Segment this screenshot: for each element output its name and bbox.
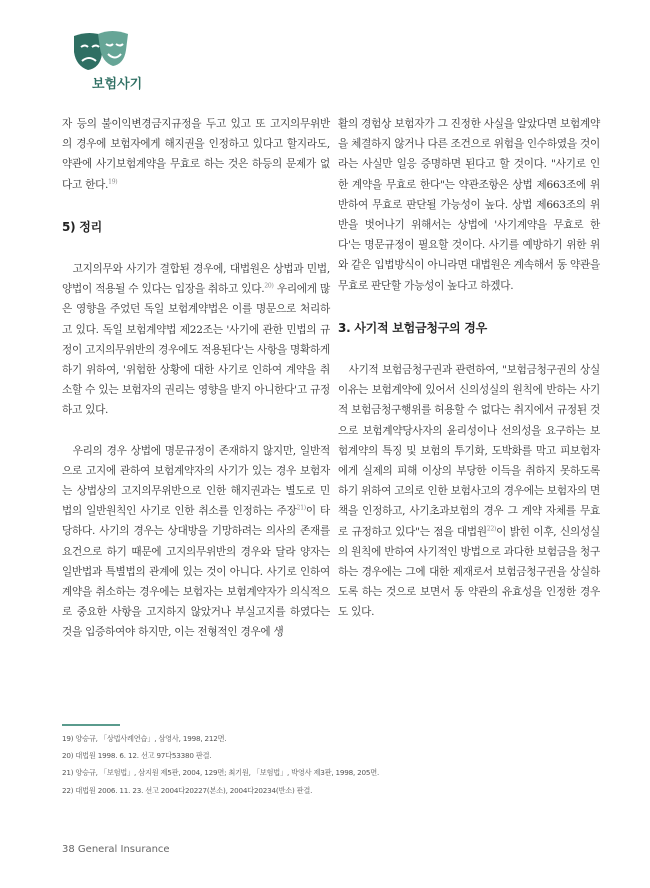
- paragraph: 활의 경험상 보험자가 그 진정한 사실을 알았다면 보험계약을 체결하지 않거나 다른 조건으로 위험을 인수하였을 것이라는 사실만 일응 증명하면 된다고 할 것이다. "사기로 인한 계약을 무효로 한다"는 약관조항은 상법 제663조에 위반하여 무효로 판단될 가능성이 높다. 상법 제663조의 위반을 벗어나기 위해서는 상법에 '사기계약을 무효로 한다'는 명문규정이 필요할 것이다. 사기를 예방하기 위한 위와 같은 입법방식이 아니라면 대법원은 계속해서 동 약관을 무효로 판단할 가능성이 높다고 하겠다.: [338, 118, 600, 292]
- footnotes: [62, 730, 602, 799]
- footnote: 21) 양승규, 「보험법」, 삼지원 제5판, 2004, 129면; 최기원, 「보험법」, 박영사 제3판, 1998, 205면.: [62, 768, 380, 778]
- section-heading: 5) 정리: [62, 219, 102, 234]
- footnote-ref[interactable]: 20): [264, 282, 274, 290]
- footnote: 20) 대법원 1998. 6. 12. 선고 97다53380 판결.: [62, 751, 212, 761]
- paragraph: 사기적 보험금청구권과 관련하여, "보험금청구권의 상실이유는 보험계약에 있어서 신의성실의 원칙에 반하는 사기적 보험금청구행위를 허용할 수 없다는 취지에서 규정된 것으로 보험계약당사자의 윤리성이나 선의성을 요구하는 보험계약의 특징 및 보험의 투기화, 도박화를 막고 피보험자에게 실제의 피해 이상의 부당한 이득을 취하지 못하도록 하기 위하여 고의로 인한 보험사고의 경우에는 보험자의 면책을 인정하고, 사기초과보험의 경우 그 계약 자체를 무효로 규정하고 있다"는 점을 대법원$^{22)}$이 밝힌 이후, 신의성실의 원칙에 반하여 사기적인 방법으로 과다한 보험금을 청구하는 경우에는 그에 대한 제재로서 보험금청구권을 상실하도록 하는 것으로 보면서 동 약관의 유효성을 인정한 경우도 있다.: [338, 364, 600, 619]
- paragraph: 자 등의 불이익변경금지규정을 두고 있고 또 고지의무위반의 경우에 보험자에게 해지권을 인정하고 있다고 할지라도, 약관에 사기보험계약을 무효로 하는 것은 하등의 문제가 없다고 한다.$^{19)}$: [62, 118, 330, 191]
- paragraph: 우리의 경우 상법에 명문규정이 존재하지 않지만, 일반적으로 고지에 관하여 보험계약자의 사기가 있는 경우 보험자는 상법상의 고지의무위반으로 인한 해지권과는 별도로 민법의 일반원칙인 사기로 인한 취소를 인정하는 주장$^{21)}$이 타당하다. 사기의 경우는 상대방을 기망하려는 의사의 존재를 요건으로 하기 때문에 고지의무위반의 경우와 달라 양자는 일반법과 특별법의 관계에 있는 것이 아니다. 사기로 인하여 계약을 취소하는 경우에는 보험자는 보험계약자가 의식적으로 중요한 사항을 고지하지 않았거나 부실고지를 하였다는 것을 입증하여야 하지만, 이는 전형적인 경우에 생: [62, 444, 331, 639]
- page-header: [70, 30, 190, 100]
- right-column: [338, 114, 600, 623]
- theater-masks-icon: [70, 30, 130, 74]
- section-label: 보험사기: [92, 77, 143, 92]
- footnote-divider: [62, 724, 120, 726]
- paragraph: 고지의무와 사기가 결합된 경우에, 대법원은 상법과 민법, 양법이 적용될 수 있다는 입장을 취하고 있다.$^{20)}$ 우리에게 많은 영향을 주었던 독일 보험계약법은 이를 명문으로 처리하고 있다. 독일 보험계약법 제22조는 '사기에 관한 민법의 규정이 고지의무위반의 경우에도 적용된다'는 사항을 명확하게 하기 위하여, '위험한 상황에 대한 사기로 인하여 계약을 취소할 수 있는 보험자의 권리는 영향을 받지 아니한다'고 규정하고 있다.: [62, 263, 330, 417]
- footnote-ref[interactable]: 22): [486, 525, 497, 533]
- left-column: [62, 114, 330, 643]
- page-footer: [62, 844, 170, 855]
- footnote: 22) 대법원 2006. 11. 23. 선고 2004다20227(본소), 2004다20234(반소) 판결.: [62, 785, 313, 795]
- publication-title: General Insurance: [77, 844, 170, 855]
- footnote: 19) 양승규, 「상법사례연습」, 삼영사, 1998, 212면.: [62, 734, 227, 743]
- page-number: 38: [62, 844, 75, 855]
- footnote-ref[interactable]: 19): [108, 178, 118, 186]
- section-heading: 3. 사기적 보험금청구의 경우: [338, 320, 487, 335]
- footnote-ref[interactable]: 21): [296, 504, 306, 512]
